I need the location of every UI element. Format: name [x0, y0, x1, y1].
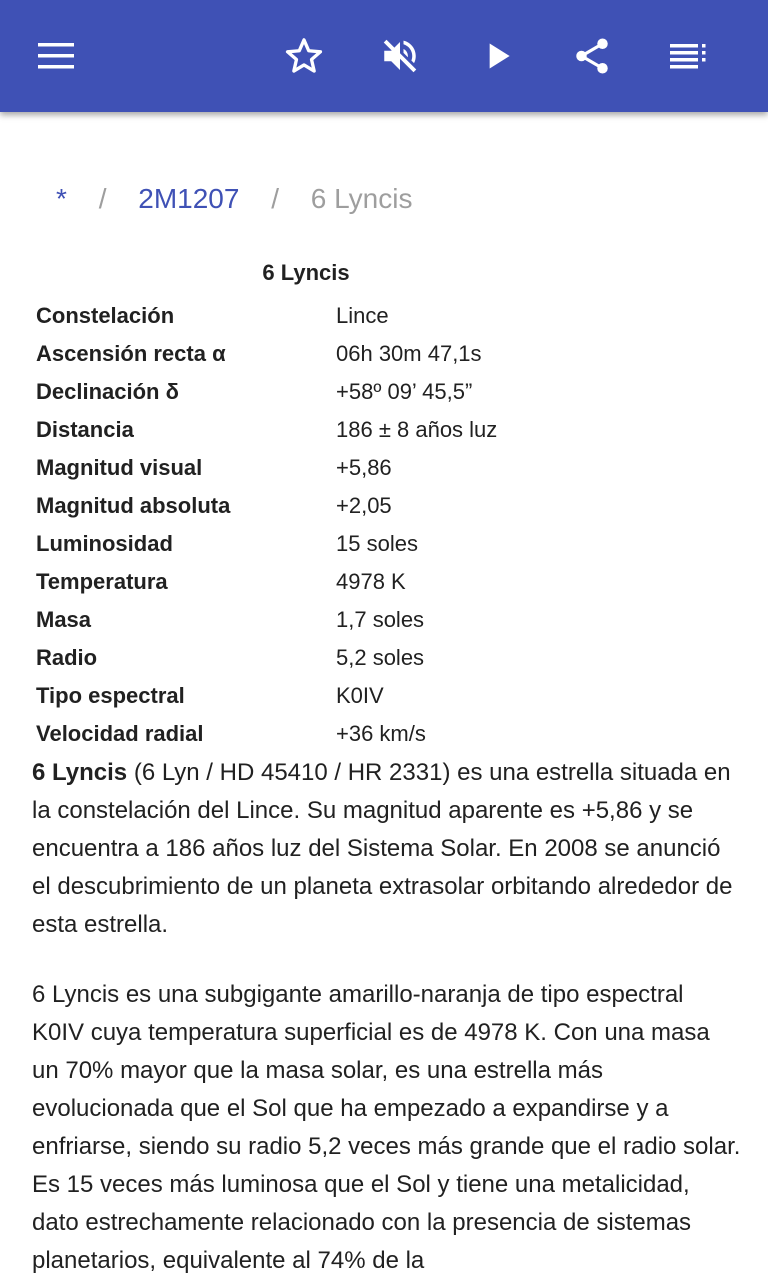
article-paragraph: 6 Lyncis es una subgigante amarillo-naranja de tipo espectral K0IV cuya temperatura superficial es de 4978 K. Con una masa un 70% mayor que la masa solar, es una estrella más evolucionada que el Sol que ha empezado a expandirse y a enfriarse, siendo su radio 5,2 veces más grande que el radio solar. Es 15 veces más luminosa que el Sol y tiene una metalicidad, dato estrechamente relacionado con la presencia de sistemas planetarios, equivalente al 74% de la	[32, 981, 741, 1274]
playlist-button[interactable]	[660, 28, 716, 84]
infobox-table	[36, 297, 736, 753]
infobox-value: 06h 30m 47,1s	[336, 341, 482, 366]
infobox-value: +58º 09’ 45,5”	[336, 379, 473, 404]
playlist-icon	[668, 41, 708, 71]
infobox-row	[36, 411, 736, 449]
infobox-label: Distancia	[36, 417, 134, 442]
infobox-value: 186 ± 8 años luz	[336, 417, 498, 442]
infobox-row	[36, 639, 736, 677]
breadcrumb-separator: /	[98, 183, 107, 214]
infobox-row	[36, 525, 736, 563]
infobox-value: K0IV	[336, 683, 384, 708]
infobox-value: 15 soles	[336, 531, 418, 556]
play-icon	[478, 36, 518, 76]
infobox-label: Tipo espectral	[36, 683, 185, 708]
star-outline-icon	[283, 35, 325, 77]
infobox-label: Temperatura	[36, 569, 168, 594]
infobox-row	[36, 335, 736, 373]
infobox-row	[36, 297, 736, 335]
article-content	[0, 112, 768, 1280]
infobox-label: Magnitud absoluta	[36, 493, 231, 518]
infobox-label: Constelación	[36, 303, 175, 328]
infobox-row	[36, 449, 736, 487]
breadcrumb-separator: /	[271, 183, 279, 214]
infobox-value: +2,05	[336, 493, 392, 518]
article-body	[32, 754, 742, 1280]
mute-button[interactable]	[372, 28, 428, 84]
infobox-value: +36 km/s	[336, 721, 426, 746]
menu-button[interactable]	[28, 28, 84, 84]
infobox-value: Lince	[336, 303, 389, 328]
app-toolbar	[0, 0, 768, 112]
play-button[interactable]	[470, 28, 526, 84]
infobox-label: Luminosidad	[36, 531, 173, 556]
favorite-button[interactable]	[276, 28, 332, 84]
share-button[interactable]	[564, 28, 620, 84]
infobox-label: Velocidad radial	[36, 721, 204, 746]
infobox-value: +5,86	[336, 455, 392, 480]
breadcrumb-parent-link[interactable]: 2M1207	[138, 183, 240, 214]
infobox-value: 4978 K	[336, 569, 406, 594]
infobox-row	[36, 677, 736, 715]
share-icon	[571, 35, 613, 77]
infobox-label: Magnitud visual	[36, 455, 203, 480]
menu-icon	[36, 41, 76, 71]
breadcrumb-root-link[interactable]: *	[56, 183, 67, 214]
breadcrumb	[56, 182, 412, 216]
infobox-value: 1,7 soles	[336, 607, 425, 632]
infobox-row	[36, 487, 736, 525]
article-paragraph	[32, 754, 742, 944]
infobox-label: Masa	[36, 607, 92, 632]
infobox-row	[36, 601, 736, 639]
infobox-label: Ascensión recta α	[36, 341, 226, 366]
volume-off-icon	[379, 35, 421, 77]
article-paragraph-text: (6 Lyn / HD 45410 / HR 2331) es una estrella situada en la constelación del Lince. Su magnitud aparente es +5,86 y se encuentra a 186 años luz del Sistema Solar. En 2008 se anunció el descubrimiento de un planeta extrasolar orbitando alrededor de esta estrella.	[32, 759, 733, 938]
infobox-value: 5,2 soles	[336, 645, 425, 670]
infobox-title: 6 Lyncis	[262, 260, 350, 285]
infobox-label: Radio	[36, 645, 98, 670]
breadcrumb-current: 6 Lyncis	[310, 183, 413, 214]
infobox-row	[36, 715, 736, 753]
article-subject: 6 Lyncis	[32, 759, 128, 786]
infobox-label: Declinación δ	[36, 379, 179, 404]
infobox-row	[36, 373, 736, 411]
infobox-row	[36, 563, 736, 601]
